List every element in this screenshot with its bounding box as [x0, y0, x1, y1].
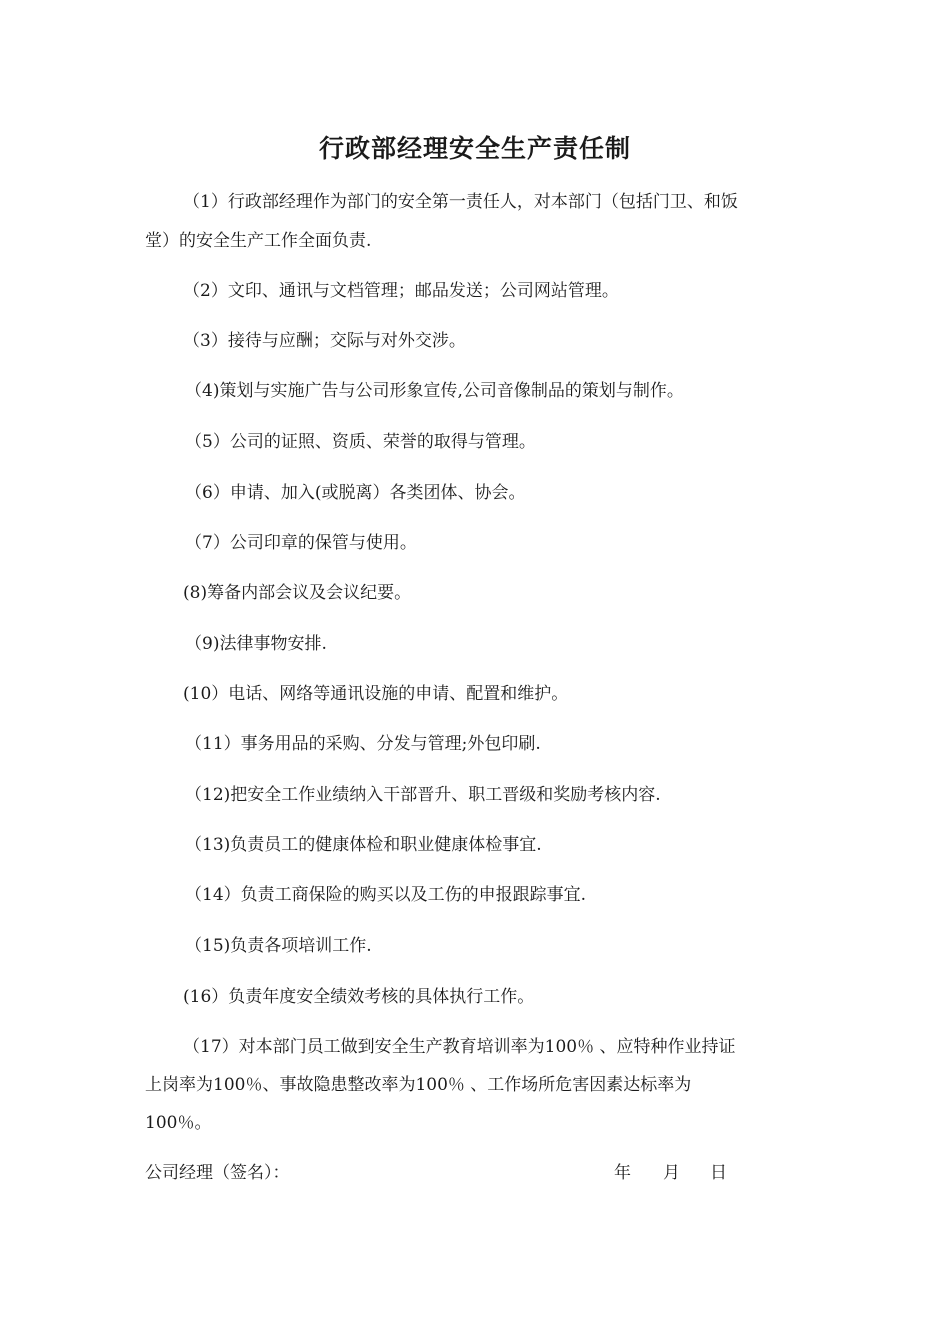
document-title: 行政部经理安全生产责任制 — [318, 134, 631, 163]
signature-month: 月 — [663, 1163, 680, 1183]
item-1-line-1: （1）行政部经理作为部门的安全第一责任人，对本部门（包括门卫、和饭 — [183, 192, 738, 212]
item-2: （2）文印、通讯与文档管理；邮品发送；公司网站管理。 — [183, 281, 619, 301]
item-10: (10）电话、网络等通讯设施的申请、配置和维护。 — [183, 684, 569, 704]
item-17-line-1: （17）对本部门员工做到安全生产教育培训率为100％ 、应特种作业持证 — [183, 1037, 736, 1057]
item-3: （3）接待与应酬；交际与对外交涉。 — [183, 331, 466, 351]
item-11: （11）事务用品的采购、分发与管理;外包印刷. — [185, 734, 541, 754]
item-4: （4)策划与实施广告与公司形象宣传,公司音像制品的策划与制作。 — [185, 381, 684, 401]
item-7: （7）公司印章的保管与使用。 — [185, 533, 417, 553]
item-1-line-2: 堂）的安全生产工作全面负责. — [145, 231, 372, 251]
item-13: （13)负责员工的健康体检和职业健康体检事宜. — [185, 835, 542, 855]
signature-label: 公司经理（签名）： — [145, 1163, 290, 1183]
item-14: （14）负责工商保险的购买以及工伤的申报跟踪事宜. — [185, 885, 587, 905]
item-16: (16）负责年度安全绩效考核的具体执行工作。 — [183, 987, 535, 1007]
item-17-line-3: 100％。 — [145, 1113, 212, 1133]
item-6: （6）申请、加入(或脱离）各类团体、协会。 — [185, 483, 526, 503]
signature-day: 日 — [710, 1163, 727, 1183]
signature-year: 年 — [614, 1163, 631, 1183]
item-8: (8)筹备内部会议及会议纪要。 — [183, 583, 412, 603]
item-5: （5）公司的证照、资质、荣誉的取得与管理。 — [185, 432, 536, 452]
item-12: （12)把安全工作业绩纳入干部晋升、职工晋级和奖励考核内容. — [185, 785, 661, 805]
item-9: （9)法律事物安排. — [185, 634, 327, 654]
item-15: （15)负责各项培训工作. — [185, 936, 372, 956]
item-17-line-2: 上岗率为100％、事故隐患整改率为100％ 、工作场所危害因素达标率为 — [145, 1075, 692, 1095]
